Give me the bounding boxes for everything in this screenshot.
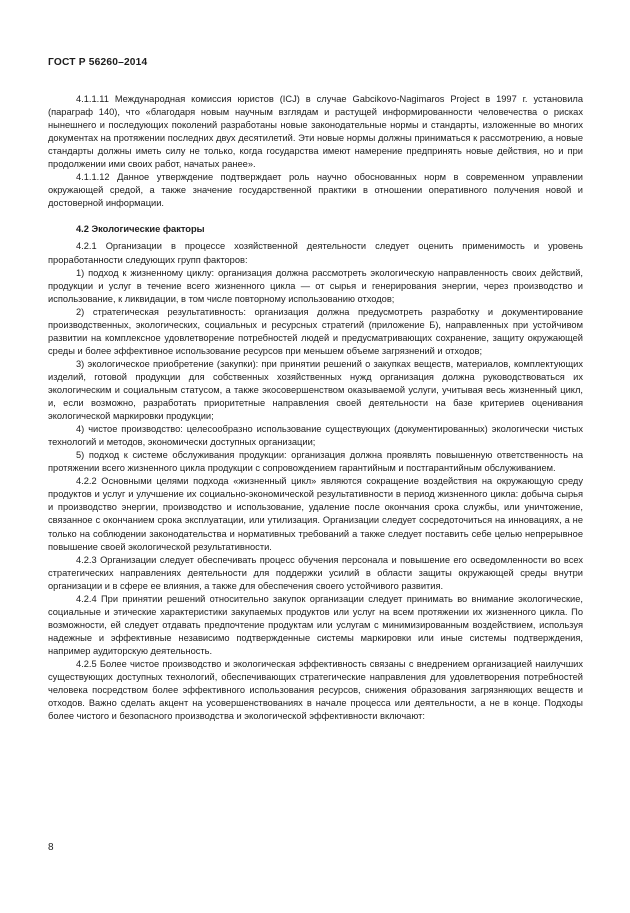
paragraph-4-2-3: 4.2.3 Организации следует обеспечивать процесс обучения персонала и повышение его осведомленности во всех стратегических направлениях деятельности для поддержки усилий в области защиты окружающей среды внутри организации и в сфере ее влияния, а также для обеспечения своего устойчивого развития. bbox=[48, 554, 583, 591]
paragraph-4-2-1: 4.2.1 Организации в процессе хозяйственной деятельности следует оценить применимость и уровень проработанности следующих групп факторов: bbox=[48, 241, 583, 265]
document-header: ГОСТ Р 56260–2014 bbox=[48, 57, 148, 68]
list-item-4: 4) чистое производство: целесообразно использование существующих (документированных) экологически чистых технологий и методов, экономически доступных организации; bbox=[48, 424, 583, 448]
section-heading-4-2: 4.2 Экологические факторы bbox=[76, 224, 205, 235]
list-item-2: 2) стратегическая результативность: организация должна предусмотреть разработку и документирование производственных, экологических, социальных и ресурсных стратегий (приложение Б), направленных при устойчивом развитии на комплексное удовлетворение потребностей людей и предусматривающих сохранение, защиту окружающей среды и более эффективное использование ресурсов при меньшем объеме загрязнений и отходов; bbox=[48, 306, 583, 356]
paragraph-4-2-2: 4.2.2 Основными целями подхода «жизненный цикл» являются сокращение воздействия на окружающую среду продуктов и услуг и улучшение их социально-экономической результативности в период жизненного цикла: добыча сырья и производство энергии, производство и использование, удаление после окончания срока службы, или уничтожение, связанное с окончанием срока эксплуатации, или утилизация. Организации следует сосредоточиться на инновациях, а не только на соблюдении законодательства и нормативных требований а также следует поставить себе целью непрерывное повышение своей экологической результативности. bbox=[48, 476, 583, 552]
list-item-3: 3) экологическое приобретение (закупки): при принятии решений о закупках веществ, материалов, комплектующих изделий, готовой продукции для собственных хозяйственных нужд организация должна руководствоваться их экологическим и социальным статусом, а также экосовершенством оказываемой услуги, учитывая весь жизненный цикл, и, если возможно, разработать приоритетные направления своей деятельности на базе критериев оценивания экологической маркировки продукции; bbox=[48, 358, 583, 422]
paragraph-4-1-1-12: 4.1.1.12 Данное утверждение подтверждает роль научно обоснованных норм в современном управлении окружающей средой, а также значение государственной практики в отношении оперативного получения новой и достоверной информации. bbox=[48, 172, 583, 209]
paragraph-4-2-4: 4.2.4 При принятии решений относительно закупок организации следует принимать во внимание экологические, социальные и этические характеристики закупаемых продуктов или услуг на всем протяжении их жизненного цикла. По возможности, ей следует отдавать предпочтение продуктам или услугам с минимизированным воздействием, используя надежные и эффективные независимо подтвержденные системы маркировки или иные системы подтверждения, например аудиторскую деятельность. bbox=[48, 593, 583, 656]
paragraph-4-1-1-11: 4.1.1.11 Международная комиссия юристов (ICJ) в случае Gabcikovo-Nagimaros Project в 1997 г. установила (параграф 140), что «благодаря новым научным взглядам и растущей информированности человечества о рисках нынешнего и последующих поколений разработаны новые законодательные нормы и стандарты, изложенные во многих документах на протяжении последних двух десятилетий. Эти новые нормы должны приниматься к рассмотрению, а новые стандарты должны иметь силу не только, когда государства имеют намерение предпринять новые действия, но и при продолжении ими своих работ, начатых ранее». bbox=[48, 94, 583, 170]
paragraph-4-2-5: 4.2.5 Более чистое производство и экологическая эффективность связаны с внедрением организацией наилучших существующих доступных технологий, обеспечивающих стратегические направления для удовлетворения потребностей человека посредством более эффективного использования ресурсов, снижения образования загрязняющих веществ и отходов. Важно сделать акцент на усовершенствованиях в начале процесса или деятельности, а не в конце. Подходы более чистого и безопасного производства и экологической эффективности включают: bbox=[48, 658, 583, 722]
page-number: 8 bbox=[48, 842, 54, 853]
list-item-5: 5) подход к системе обслуживания продукции: организация должна проявлять повышенную ответственность на протяжении всего жизненного цикла продукции с сопровождением гарантийным и постгарантийным обслуживанием. bbox=[48, 450, 583, 474]
list-item-1: 1) подход к жизненному циклу: организация должна рассмотреть экологическую направленность своих действий, продукции и услуг в течение всего жизненного цикла — от сырья и генерирования энергии, через производство и использование, к ликвидации, в том числе повторному использованию отходов; bbox=[48, 267, 583, 304]
document-body bbox=[48, 93, 583, 723]
